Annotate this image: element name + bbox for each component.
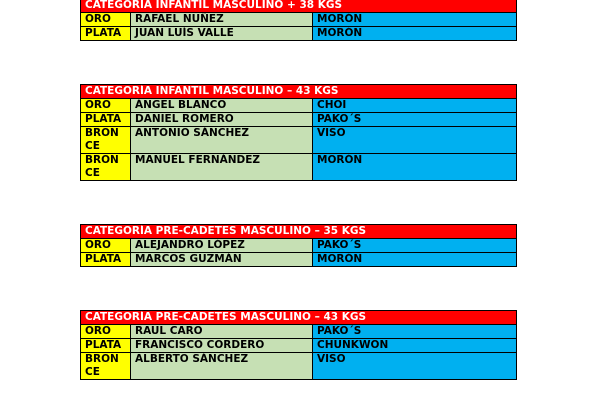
athlete-name-cell: ANTONIO SÁNCHEZ — [131, 127, 313, 154]
results-table-infantil-43 — [80, 84, 517, 181]
medal-cell: PLATA — [81, 339, 131, 353]
club-cell: MORÓN — [313, 154, 517, 181]
club-cell: CHUNKWON — [313, 339, 517, 353]
category-title: CATEGORÍA INFANTIL MASCULINO – 43 KGS — [81, 85, 517, 99]
table-row — [81, 113, 517, 127]
medal-cell: BRONCE — [81, 154, 131, 181]
table-header-row — [81, 0, 517, 13]
athlete-name-cell: RAUL CARO — [131, 325, 313, 339]
table-row — [81, 99, 517, 113]
athlete-name-cell: ALEJANDRO LÓPEZ — [131, 239, 313, 253]
athlete-name-cell: JUAN LUÍS VALLE — [131, 27, 313, 41]
results-table-infantil-38 — [80, 0, 517, 41]
table-row — [81, 253, 517, 267]
medal-cell: BRONCE — [81, 127, 131, 154]
table-row — [81, 325, 517, 339]
results-table-precadetes-43 — [80, 310, 517, 380]
table-header-row — [81, 225, 517, 239]
table-row — [81, 353, 517, 380]
club-cell: MORÓN — [313, 13, 517, 27]
table-row — [81, 27, 517, 41]
club-cell: PAKO´S — [313, 239, 517, 253]
athlete-name-cell: FRANCISCO CORDERO — [131, 339, 313, 353]
table-row — [81, 127, 517, 154]
table-row — [81, 339, 517, 353]
medal-cell: PLATA — [81, 253, 131, 267]
medal-cell: BRONCE — [81, 353, 131, 380]
athlete-name-cell: ÁNGEL BLANCO — [131, 99, 313, 113]
medal-cell: ORO — [81, 239, 131, 253]
results-table-precadetes-35 — [80, 224, 517, 267]
table-row — [81, 154, 517, 181]
table-row — [81, 239, 517, 253]
category-title: CATEGORÍA PRE-CADETES MASCULINO – 35 KGS — [81, 225, 517, 239]
athlete-name-cell: RAFAEL NUÑEZ — [131, 13, 313, 27]
athlete-name-cell: ALBERTO SÁNCHEZ — [131, 353, 313, 380]
table-row — [81, 13, 517, 27]
club-cell: VISO — [313, 127, 517, 154]
medal-cell: PLATA — [81, 113, 131, 127]
table-header-row — [81, 311, 517, 325]
club-cell: MORÓN — [313, 27, 517, 41]
category-title: CATEGORÍA PRE-CADETES MASCULINO – 43 KGS — [81, 311, 517, 325]
club-cell: CHOI — [313, 99, 517, 113]
club-cell: MORÓN — [313, 253, 517, 267]
athlete-name-cell: MARCOS GUZMÁN — [131, 253, 313, 267]
athlete-name-cell: MANUEL FERNÁNDEZ — [131, 154, 313, 181]
medal-cell: ORO — [81, 99, 131, 113]
club-cell: VISO — [313, 353, 517, 380]
medal-cell: ORO — [81, 325, 131, 339]
category-title: CATEGORÍA INFANTIL MASCULINO + 38 KGS — [81, 0, 517, 13]
medal-cell: PLATA — [81, 27, 131, 41]
club-cell: PAKO´S — [313, 113, 517, 127]
athlete-name-cell: DANIEL ROMERO — [131, 113, 313, 127]
medal-cell: ORO — [81, 13, 131, 27]
club-cell: PAKO´S — [313, 325, 517, 339]
table-header-row — [81, 85, 517, 99]
